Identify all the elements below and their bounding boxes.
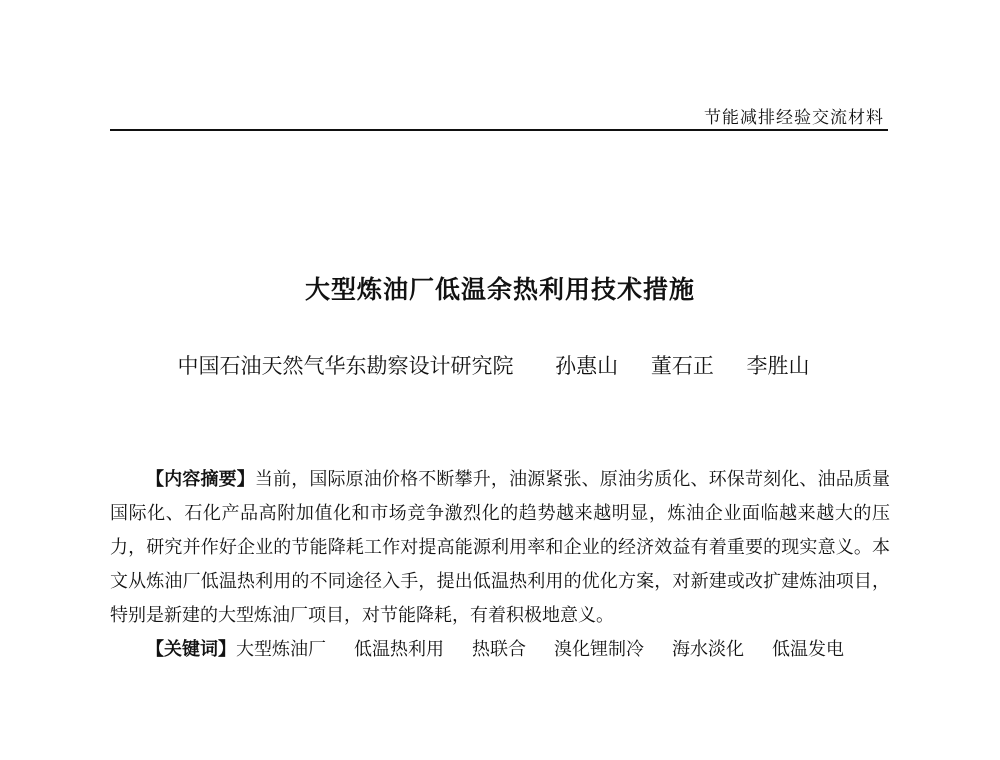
series-label: 节能减排经验交流材料: [704, 108, 884, 128]
byline: [0, 350, 1000, 380]
author-name: 孙惠山: [555, 354, 619, 378]
abstract-text: 当前，国际原油价格不断攀升，油源紧张、原油劣质化、环保苛刻化、油品质量国际化、石化产品高附加值化和市场竞争激烈化的趋势越来越明显，炼油企业面临越来越大的压力，研究并作好企业的节能降耗工作对提高能源利用率和企业的经济效益有着重要的现实意义。本文从炼油厂低温热利用的不同途径入手，提出低温热利用的优化方案，对新建或改扩建炼油项目，特别是新建的大型炼油厂项目，对节能降耗，有着积极地意义。: [110, 469, 891, 626]
keyword: 低温热利用: [354, 639, 444, 660]
article-title: 大型炼油厂低温余热利用技术措施: [304, 275, 695, 304]
keyword: 大型炼油厂: [236, 639, 326, 660]
institution: 中国石油天然气华东勘察设计研究院: [177, 354, 514, 378]
author-name: 董石正: [650, 354, 714, 378]
body-text: [110, 463, 890, 667]
keywords-label: 【关键词】: [146, 639, 236, 660]
keyword: 海水淡化: [672, 639, 744, 660]
abstract-label: 【内容摘要】: [146, 469, 255, 490]
abstract-paragraph: [110, 463, 890, 633]
keyword: 热联合: [472, 639, 526, 660]
author-name: 李胜山: [746, 354, 810, 378]
header-rule: [110, 129, 888, 131]
keyword: 低温发电: [772, 639, 844, 660]
keyword: 溴化锂制冷: [554, 639, 644, 660]
keywords-paragraph: [110, 633, 890, 667]
